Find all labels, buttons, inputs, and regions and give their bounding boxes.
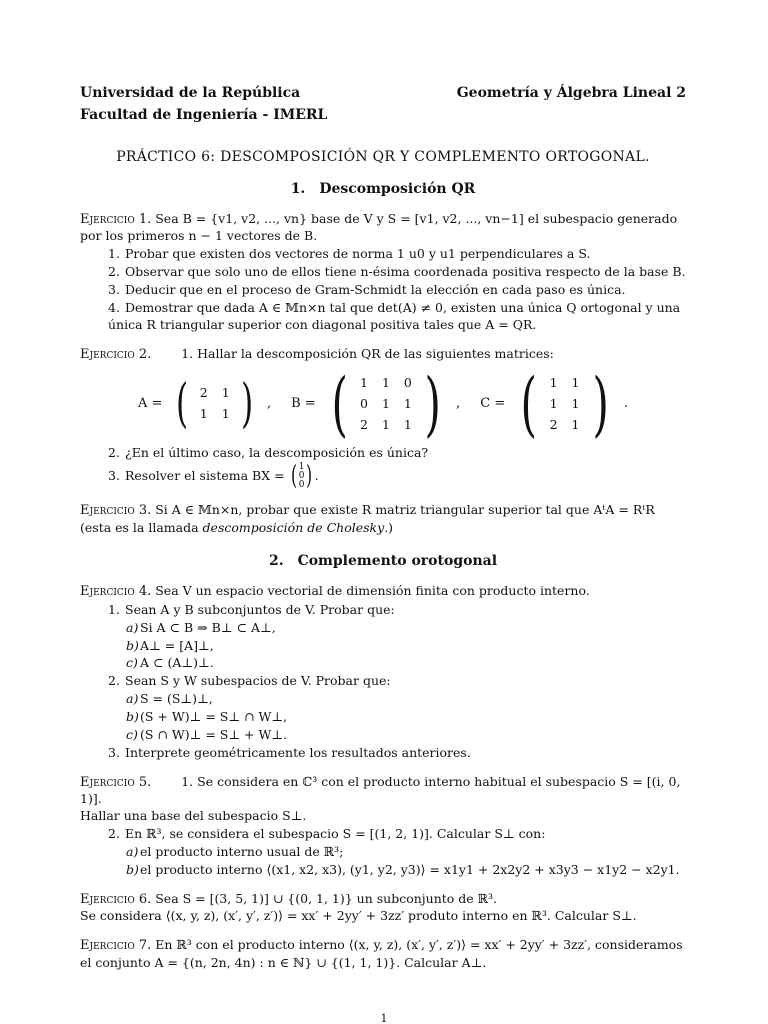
exercise-text: En ℝ³ con el producto interno ⟨(x, y, z), (x′, y′, z′)⟩ = xx′ + 2yy′ + 3zz′, consideramos el conjunto A = {(n, 2n, 4n) : n ∈ ℕ} ∪ {(1, 1, 1)}. Calcular A⊥. <box>80 937 683 970</box>
page-number: 1 <box>380 1012 388 1024</box>
exercise-label: Ejercicio 3. <box>80 503 152 518</box>
exercise-3: Ejercicio 3. Si A ∈ 𝕄n×n, probar que existe R matriz triangular superior tal que AᵗA = RᵗR (esta es la llamada descomposición de Cholesky.) <box>80 502 655 535</box>
exercise-items <box>108 673 686 690</box>
university-name: Universidad de la República <box>80 85 301 101</box>
exercise-items <box>108 246 686 333</box>
exercise-intro: Sea B = {v1, v2, ..., vn} base de V y S = [v1, v2, ..., vn−1] el subespacio generado por los primeros n − 1 vectores de B. <box>80 210 678 244</box>
exercise-line-2: Se considera ⟨(x, y, z), (x′, y′, z′)⟩ = xx′ + 2yy′ + 3zz′ produto interno en ℝ³. Calcular S⊥. <box>80 908 637 924</box>
exercise-label: Ejercicio 6. <box>80 891 152 907</box>
list-item: 1. Probar que existen dos vectores de norma 1 u0 y u1 perpendiculares a S. <box>108 246 591 262</box>
document-header <box>80 82 686 126</box>
exercise-label: Ejercicio 1. <box>80 211 152 227</box>
exercise-4 <box>80 583 686 761</box>
section-1-heading <box>80 180 686 199</box>
sub-item: a) el producto interno usual de ℝ³; <box>126 843 344 859</box>
sub-item: a) Si A ⊂ B ⇒ B⊥ ⊂ A⊥, <box>126 619 276 635</box>
sub-item: a) S = (S⊥)⊥, <box>126 691 213 707</box>
course-name: Geometría y Álgebra Lineal 2 <box>456 85 686 101</box>
sub-item: c) A ⊂ (A⊥)⊥. <box>126 655 214 671</box>
list-item: 2. Sean S y W subespacios de V. Probar que: <box>108 673 391 689</box>
sub-item: c) (S ∩ W)⊥ = S⊥ + W⊥. <box>126 726 288 742</box>
list-item: 2. En ℝ³, se considera el subespacio S = [(1, 2, 1)]. Calcular S⊥ con: <box>108 826 546 842</box>
list-item: 3. Resolver el sistema BX = ( 1 0 0 ) . <box>108 461 319 491</box>
exercise-5: Ejercicio 5. 1. Se considera en ℂ³ con el producto interno habitual el subespacio S = [(i, 0, 1)]. Hallar una base del subespacio S⊥. 2. En ℝ³, se considera el subespacio S = [(1, 2, 1)]. Calcular S⊥ con: a) el producto interno usual de ℝ³; b)el producto interno ⟨(x1, x2, x3), (y1, y2, y3)⟩ = x1y1 + 2x2y2 + x3y3 − x1y2 − x2y1. <box>80 774 686 879</box>
faculty-name: Facultad de Ingeniería - IMERL <box>80 107 328 123</box>
matrices-row: A = ( 2 1 1 1 ) , B = ( 1 1 0 0 1 1 2 1 1 ) , C = ( 1 1 1 1 2 1 ) . <box>138 363 628 446</box>
exercise-emphasis: descomposición de Cholesky <box>202 519 385 535</box>
sub-items <box>126 844 686 879</box>
matrix-b: ( 1 1 0 0 1 1 2 1 1 ) <box>331 363 441 446</box>
exercise-item-1: Se considera en ℂ³ con el producto interno habitual el subespacio S = [(i, 0, 1)]. <box>80 773 681 807</box>
exercise-label: Ejercicio 2. <box>80 346 152 362</box>
exercise-item-1-cont: Hallar una base del subespacio S⊥. <box>80 808 307 824</box>
exercise-7 <box>80 937 686 971</box>
exercise-items <box>108 602 686 619</box>
exercise-items <box>108 445 686 490</box>
exercise-item-1: Hallar la descomposición QR de las siguientes matrices: <box>197 345 554 361</box>
sub-items <box>126 620 686 673</box>
list-item: 3. Interprete geométricamente los resultados anteriores. <box>108 744 471 760</box>
exercise-6 <box>80 891 686 925</box>
list-item: 3. Deducir que en el proceso de Gram-Schmidt la elección en cada paso es única. <box>108 281 626 297</box>
section-title: Descomposición QR <box>319 180 476 197</box>
matrix-b-label: B = <box>291 396 316 412</box>
exercise-label: Ejercicio 4. <box>80 584 152 600</box>
exercise-intro: Sea V un espacio vectorial de dimensión finita con producto interno. <box>155 583 590 599</box>
matrix-a-label: A = <box>138 396 163 412</box>
exercise-line-1: Sea S = [(3, 5, 1)] ∪ {(0, 1, 1)} un subconjunto de ℝ³. <box>155 890 498 906</box>
list-item: 4. Demostrar que dada A ∈ 𝕄n×n tal que det(A) ≠ 0, existen una única Q ortogonal y una única R triangular superior con diagonal positiva tales que A = QR. <box>108 299 681 332</box>
exercise-text: Si A ∈ 𝕄n×n, probar que existe R matriz triangular superior tal que AᵗA = RᵗR (esta es la llamada <box>80 502 655 535</box>
section-number: 2. <box>268 553 284 570</box>
sub-items <box>126 691 686 744</box>
document-page <box>80 82 686 972</box>
matrix-c: ( 1 1 1 1 2 1 ) <box>520 363 609 446</box>
exercise-items <box>108 826 686 843</box>
list-item: 1. Sean A y B subconjuntos de V. Probar que: <box>108 601 395 617</box>
sub-item: b)(S + W)⊥ = S⊥ ∩ W⊥, <box>126 709 288 725</box>
list-item: 2. Observar que solo uno de ellos tiene n-ésima coordenada positiva respecto de la base B. <box>108 264 686 280</box>
exercise-2: Ejercicio 2. 1. Hallar la descomposición QR de las siguientes matrices: A = ( 2 1 1 1 ) , B = ( 1 1 0 0 1 1 2 1 1 ) , C = ( 1 1 1 1 2 1 ) . 2. ¿En el último caso, la descomposición es única? 3. Resolver el sistema BX = ( 1 0 0 ) . <box>80 346 686 490</box>
exercise-label: Ejercicio 7. <box>80 938 152 954</box>
sub-item: b)el producto interno ⟨(x1, x2, x3), (y1, y2, y3)⟩ = x1y1 + 2x2y2 + x3y3 − x1y2 − x2y1. <box>126 861 680 877</box>
sub-item: b)A⊥ = [A]⊥, <box>126 637 214 653</box>
exercise-label: Ejercicio 5. <box>80 774 152 790</box>
section-title: Complemento orotogonal <box>297 553 498 570</box>
section-2-heading <box>80 552 686 571</box>
list-item: 2. ¿En el último caso, la descomposición es única? <box>108 445 429 461</box>
section-number: 1. <box>290 180 306 197</box>
exercise-items <box>108 745 686 762</box>
page-title: PRÁCTICO 6: DESCOMPOSICIÓN QR Y COMPLEMENTO ORTOGONAL. <box>116 149 650 165</box>
matrix-a: ( 2 1 1 1 ) <box>176 374 253 435</box>
exercise-1 <box>80 211 686 334</box>
matrix-c-label: C = <box>480 396 506 412</box>
